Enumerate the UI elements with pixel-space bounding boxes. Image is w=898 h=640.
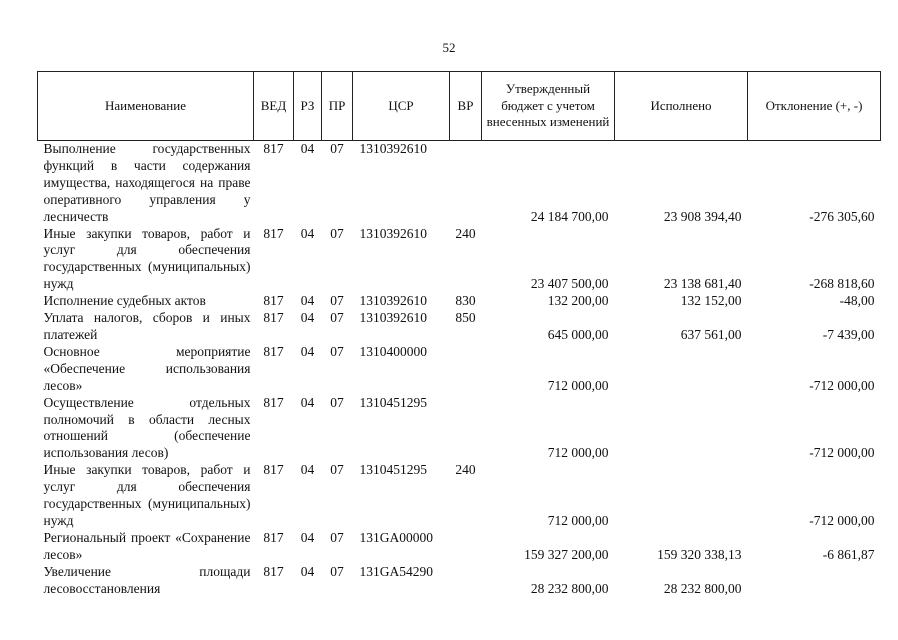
row-csr: 1310392610 [359, 293, 427, 309]
row-pr: 07 [330, 141, 344, 156]
row-csr: 1310451295 [359, 394, 427, 410]
row-csr: 1310451295 [359, 462, 427, 478]
row-csr: 1310392610 [359, 141, 427, 156]
row-deviation: -48,00 [839, 293, 875, 309]
row-deviation: -712 000,00 [809, 377, 875, 393]
page-number: 52 [442, 40, 456, 55]
row-rz: 04 [300, 293, 315, 309]
row-vr [450, 530, 482, 564]
table-row [38, 141, 881, 226]
table-row [38, 344, 881, 395]
row-executed: 132 152,00 [680, 293, 742, 309]
row-vr [450, 564, 482, 598]
row-rz: 04 [300, 343, 315, 359]
row-executed [615, 462, 748, 530]
row-vr: 830 [455, 293, 476, 309]
row-pr: 07 [330, 343, 344, 359]
row-executed: 28 232 800,00 [663, 580, 742, 596]
row-rz: 04 [300, 462, 315, 478]
row-csr: 1310392610 [359, 225, 427, 241]
header-ved: ВЕД [254, 72, 294, 141]
row-ved: 817 [263, 394, 284, 410]
row-budget: 132 200,00 [547, 293, 609, 309]
row-pr: 07 [330, 462, 344, 478]
row-ved: 817 [263, 343, 284, 359]
row-name: Иные закупки товаров, работ и услуг для обеспечения государственных (муниципальных) нужд [43, 462, 251, 528]
row-ved: 817 [263, 310, 284, 326]
header-name: Наименование [38, 72, 254, 141]
row-vr: 850 [455, 310, 476, 326]
row-vr: 240 [455, 225, 476, 241]
row-rz: 04 [300, 529, 315, 545]
row-executed [615, 395, 748, 463]
row-name: Осуществление отдельных полномочий в области лесных отношений (обеспечение использования лесов) [43, 394, 251, 461]
row-ved: 817 [263, 563, 284, 579]
row-deviation [748, 564, 881, 598]
row-name: Выполнение государственных функций в части содержания имущества, находящегося на праве оперативного управления у лесничеств [43, 141, 251, 224]
row-pr: 07 [330, 529, 344, 545]
row-pr: 07 [330, 293, 344, 309]
row-name: Увеличение площади лесовосстановления [43, 563, 251, 596]
header-rz: РЗ [294, 72, 322, 141]
row-budget: 712 000,00 [547, 445, 609, 461]
row-rz: 04 [300, 225, 315, 241]
header-vr: ВР [450, 72, 482, 141]
row-deviation: -712 000,00 [809, 512, 875, 528]
row-csr: 1310392610 [359, 310, 427, 326]
table-row [38, 293, 881, 310]
table-row [38, 310, 881, 344]
row-ved: 817 [263, 529, 284, 545]
row-csr: 1310400000 [359, 343, 427, 359]
row-budget: 645 000,00 [547, 326, 609, 342]
row-budget: 712 000,00 [547, 512, 609, 528]
row-ved: 817 [263, 141, 284, 156]
row-budget: 712 000,00 [547, 377, 609, 393]
table-row [38, 530, 881, 564]
row-deviation: -6 861,87 [822, 546, 875, 562]
row-deviation: -268 818,60 [809, 276, 875, 292]
row-vr: 240 [455, 462, 476, 478]
row-pr: 07 [330, 225, 344, 241]
row-executed: 159 320 338,13 [657, 546, 742, 562]
row-name: Основное мероприятие «Обеспечение использования лесов» [43, 343, 251, 393]
header-csr: ЦСР [353, 72, 450, 141]
row-csr: 131GA54290 [359, 563, 433, 579]
header-deviation: Отклонение (+, -) [748, 72, 881, 141]
row-rz: 04 [300, 563, 315, 579]
row-vr [450, 344, 482, 395]
table-row [38, 564, 881, 598]
row-name: Исполнение судебных актов [43, 293, 206, 309]
row-budget: 159 327 200,00 [524, 546, 609, 562]
row-vr [450, 395, 482, 463]
row-budget: 28 232 800,00 [530, 580, 609, 596]
header-pr: ПР [322, 72, 353, 141]
table-header-row [38, 72, 881, 141]
row-vr [450, 141, 482, 226]
row-rz: 04 [300, 310, 315, 326]
row-deviation: -7 439,00 [822, 326, 875, 342]
row-rz: 04 [300, 394, 315, 410]
budget-table [37, 71, 881, 597]
table-row [38, 226, 881, 294]
table-row [38, 462, 881, 530]
row-name: Региональный проект «Сохранение лесов» [43, 529, 251, 562]
table-row [38, 395, 881, 463]
header-budget: Утвержденный бюджет с учетом внесенных изменений [482, 72, 615, 141]
row-budget: 24 184 700,00 [530, 208, 609, 224]
row-ved: 817 [263, 293, 284, 309]
row-pr: 07 [330, 310, 344, 326]
row-executed: 637 561,00 [680, 326, 742, 342]
row-budget: 23 407 500,00 [530, 276, 609, 292]
row-executed: 23 138 681,40 [663, 276, 742, 292]
row-name: Иные закупки товаров, работ и услуг для обеспечения государственных (муниципальных) нужд [43, 225, 251, 292]
row-ved: 817 [263, 462, 284, 478]
row-pr: 07 [330, 394, 344, 410]
row-pr: 07 [330, 563, 344, 579]
row-executed: 23 908 394,40 [663, 208, 742, 224]
row-deviation: -276 305,60 [809, 208, 875, 224]
row-executed [615, 344, 748, 395]
row-rz: 04 [300, 141, 315, 156]
row-ved: 817 [263, 225, 284, 241]
header-executed: Исполнено [615, 72, 748, 141]
row-deviation: -712 000,00 [809, 445, 875, 461]
row-csr: 131GA00000 [359, 529, 433, 545]
row-name: Уплата налогов, сборов и иных платежей [43, 310, 251, 342]
